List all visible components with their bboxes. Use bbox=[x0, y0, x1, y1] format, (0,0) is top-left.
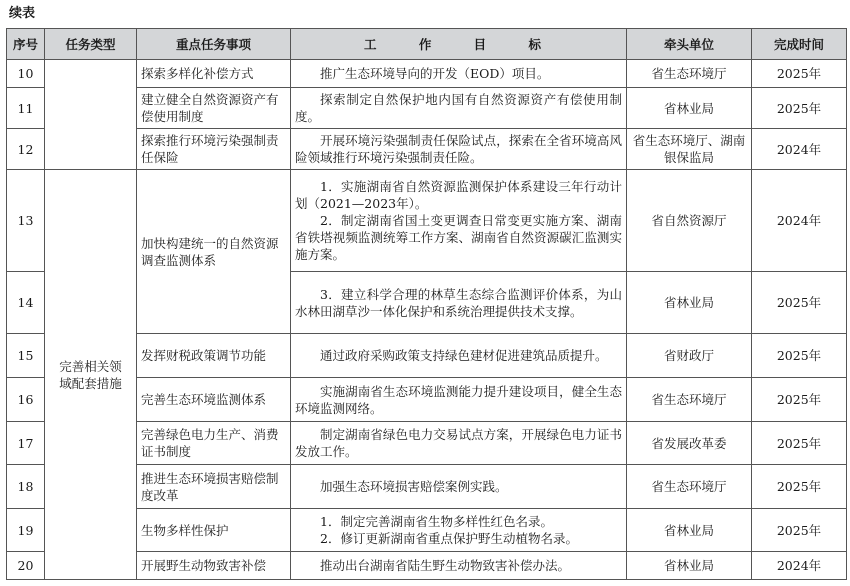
lead-unit: 省林业局 bbox=[627, 509, 752, 552]
header-work-goal: 工 作 目 标 bbox=[291, 29, 627, 60]
lead-unit: 省生态环境厅 bbox=[627, 465, 752, 509]
key-task-item: 探索多样化补偿方式 bbox=[137, 60, 291, 88]
lead-unit: 省生态环境厅 bbox=[627, 60, 752, 88]
work-goal: 推广生态环境导向的开发（EOD）项目。 bbox=[291, 60, 627, 88]
task-table bbox=[6, 28, 847, 580]
work-goal: 1．制定完善湖南省生物多样性红色名录。 2．修订更新湖南省重点保护野生动植物名录。 bbox=[291, 509, 627, 552]
completion-time: 2025年 bbox=[752, 272, 847, 334]
completion-time: 2025年 bbox=[752, 465, 847, 509]
key-task-item: 完善生态环境监测体系 bbox=[137, 378, 291, 422]
completion-time: 2025年 bbox=[752, 422, 847, 465]
completion-time: 2024年 bbox=[752, 552, 847, 580]
table-caption: 续表 bbox=[9, 6, 36, 21]
table-row bbox=[7, 60, 847, 88]
row-number: 16 bbox=[7, 378, 45, 422]
row-number: 18 bbox=[7, 465, 45, 509]
completion-time: 2025年 bbox=[752, 60, 847, 88]
header-row bbox=[7, 29, 847, 60]
work-goal: 1．实施湖南省自然资源监测保护体系建设三年行动计划（2021—2023年）。 2．制定湖南省国土变更调查日常变更实施方案、湖南省铁塔视频监测统筹工作方案、湖南省自然资源碳汇监测实施方案。 bbox=[291, 170, 627, 272]
completion-time: 2025年 bbox=[752, 334, 847, 378]
lead-unit: 省发展改革委 bbox=[627, 422, 752, 465]
key-task-item: 推进生态环境损害赔偿制度改革 bbox=[137, 465, 291, 509]
lead-unit: 省林业局 bbox=[627, 88, 752, 129]
lead-unit: 省生态环境厅 bbox=[627, 378, 752, 422]
row-number: 17 bbox=[7, 422, 45, 465]
key-task-item: 开展野生动物致害补偿 bbox=[137, 552, 291, 580]
work-goal: 加强生态环境损害赔偿案例实践。 bbox=[291, 465, 627, 509]
header-completion-time: 完成时间 bbox=[752, 29, 847, 60]
completion-time: 2025年 bbox=[752, 509, 847, 552]
completion-time: 2025年 bbox=[752, 378, 847, 422]
row-number: 12 bbox=[7, 129, 45, 170]
header-key-task: 重点任务事项 bbox=[137, 29, 291, 60]
lead-unit: 省财政厅 bbox=[627, 334, 752, 378]
row-number: 14 bbox=[7, 272, 45, 334]
row-number: 10 bbox=[7, 60, 45, 88]
work-goal: 探索制定自然保护地内国有自然资源资产有偿使用制度。 bbox=[291, 88, 627, 129]
work-goal: 制定湖南省绿色电力交易试点方案，开展绿色电力证书发放工作。 bbox=[291, 422, 627, 465]
work-goal: 3．建立科学合理的林草生态综合监测评价体系，为山水林田湖草沙一体化保护和系统治理提供技术支撑。 bbox=[291, 272, 627, 334]
table-row bbox=[7, 170, 847, 272]
row-number: 19 bbox=[7, 509, 45, 552]
key-task-item: 加快构建统一的自然资源调查监测体系 bbox=[137, 170, 291, 334]
lead-unit: 省自然资源厅 bbox=[627, 170, 752, 272]
header-seq: 序号 bbox=[7, 29, 45, 60]
work-goal: 实施湖南省生态环境监测能力提升建设项目，健全生态环境监测网络。 bbox=[291, 378, 627, 422]
header-lead-unit: 牵头单位 bbox=[627, 29, 752, 60]
key-task-item: 生物多样性保护 bbox=[137, 509, 291, 552]
row-number: 20 bbox=[7, 552, 45, 580]
key-task-item: 完善绿色电力生产、消费证书制度 bbox=[137, 422, 291, 465]
work-goal: 推动出台湖南省陆生野生动物致害补偿办法。 bbox=[291, 552, 627, 580]
completion-time: 2025年 bbox=[752, 88, 847, 129]
task-type-cell: 完善相关领域配套措施 bbox=[45, 170, 137, 580]
lead-unit: 省林业局 bbox=[627, 552, 752, 580]
key-task-item: 探索推行环境污染强制责任保险 bbox=[137, 129, 291, 170]
task-type-cell bbox=[45, 60, 137, 170]
lead-unit: 省生态环境厅、湖南银保监局 bbox=[627, 129, 752, 170]
completion-time: 2024年 bbox=[752, 129, 847, 170]
header-task-type: 任务类型 bbox=[45, 29, 137, 60]
work-goal: 通过政府采购政策支持绿色建材促进建筑品质提升。 bbox=[291, 334, 627, 378]
completion-time: 2024年 bbox=[752, 170, 847, 272]
row-number: 11 bbox=[7, 88, 45, 129]
work-goal: 开展环境污染强制责任保险试点，探索在全省环境高风险领域推行环境污染强制责任险。 bbox=[291, 129, 627, 170]
row-number: 15 bbox=[7, 334, 45, 378]
key-task-item: 发挥财税政策调节功能 bbox=[137, 334, 291, 378]
key-task-item: 建立健全自然资源资产有偿使用制度 bbox=[137, 88, 291, 129]
row-number: 13 bbox=[7, 170, 45, 272]
lead-unit: 省林业局 bbox=[627, 272, 752, 334]
